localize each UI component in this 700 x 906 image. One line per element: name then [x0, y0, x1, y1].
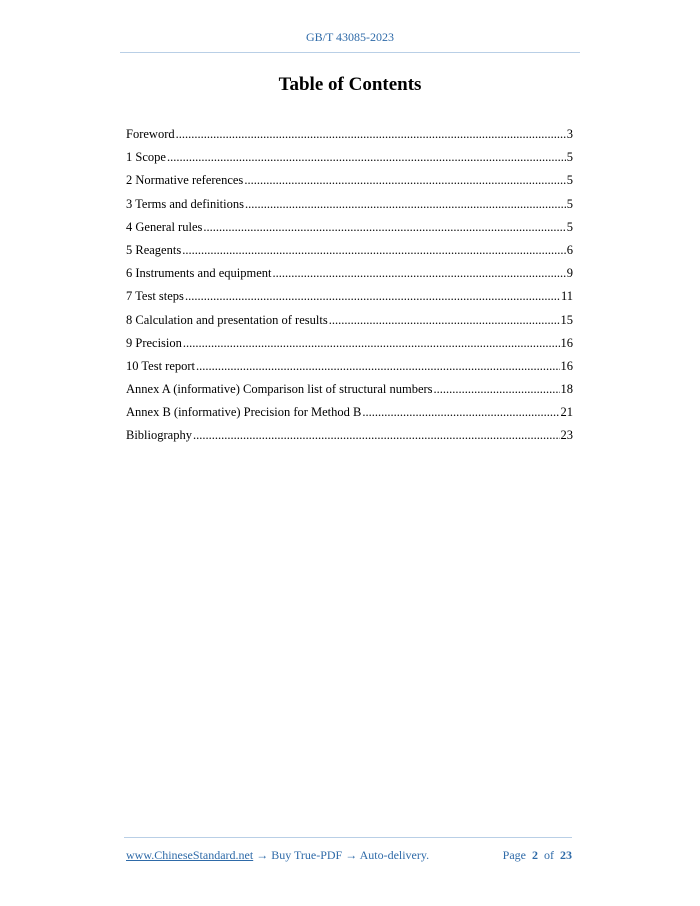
site-link[interactable]: www.ChineseStandard.net: [126, 848, 254, 862]
toc-entry-page: 5: [566, 219, 573, 234]
toc-entry[interactable]: [126, 312, 573, 335]
toc-entry[interactable]: [126, 335, 573, 358]
toc-entry-label: 8 Calculation and presentation of results: [126, 312, 328, 327]
header-divider: [120, 52, 580, 53]
toc-entry[interactable]: [126, 172, 573, 195]
toc-entry[interactable]: [126, 404, 573, 427]
toc-entry-label: Bibliography: [126, 428, 192, 443]
footer-tagline: → Buy True-PDF → Auto-delivery.: [253, 848, 430, 862]
toc-entry[interactable]: [126, 196, 573, 219]
toc-entry-page: 3: [566, 127, 573, 141]
running-header: GB/T 43085-2023: [305, 30, 395, 44]
toc-entry[interactable]: [126, 427, 573, 450]
toc-entry-label: 7 Test steps: [126, 289, 184, 304]
of-word: of: [544, 848, 554, 862]
toc-entry[interactable]: [126, 219, 573, 242]
toc-entry-label: 2 Normative references: [126, 173, 244, 188]
toc-entry-label: 5 Reagents: [126, 242, 182, 257]
current-page-number: 2: [532, 848, 538, 862]
toc-entry[interactable]: [126, 126, 573, 149]
toc-entry[interactable]: [126, 265, 573, 288]
toc-entry-label: Annex B (informative) Precision for Method B: [126, 405, 362, 420]
dot-leader: [329, 312, 560, 328]
dot-leader: [362, 404, 559, 420]
toc-entry-page: 9: [566, 266, 573, 281]
total-pages-number: 23: [560, 848, 572, 862]
dot-leader: [182, 242, 566, 258]
toc-entry-page: 16: [560, 335, 573, 350]
toc-entry-page: 23: [560, 428, 573, 443]
page-word: Page: [502, 848, 526, 862]
toc-entry-page: 5: [566, 196, 573, 211]
dot-leader: [244, 172, 565, 188]
dot-leader: [434, 381, 560, 397]
toc-entry[interactable]: [126, 288, 573, 311]
toc-entry-label: 9 Precision: [126, 335, 182, 350]
toc-entry-page: 18: [560, 382, 573, 397]
toc-entry[interactable]: [126, 381, 573, 404]
toc-entry-page: 15: [560, 312, 573, 327]
toc-entry-label: 6 Instruments and equipment: [126, 266, 272, 281]
dot-leader: [185, 288, 560, 304]
toc-entry-page: 5: [566, 173, 573, 188]
page-title: Table of Contents: [278, 74, 422, 95]
page-indicator: [503, 848, 572, 863]
dot-leader: [183, 335, 560, 351]
toc-entry-page: 6: [566, 242, 573, 257]
dot-leader: [203, 219, 565, 235]
toc-entry-page: 21: [560, 405, 573, 420]
toc-entry-label: Annex A (informative) Comparison list of structural numbers: [126, 382, 433, 397]
toc-entry[interactable]: [126, 358, 573, 381]
toc-entry-label: 10 Test report: [126, 358, 196, 373]
dot-leader: [272, 265, 565, 281]
toc-entry-page: 5: [566, 150, 573, 165]
toc-entry-page: 16: [560, 358, 573, 373]
toc-entry-label: 3 Terms and definitions: [126, 196, 244, 211]
toc-entry-label: 1 Scope: [126, 150, 166, 165]
dot-leader: [193, 427, 560, 443]
footer-divider: [124, 837, 572, 838]
toc-entry-label: Foreword: [126, 127, 175, 141]
footer-promo: [126, 848, 429, 863]
dot-leader: [196, 358, 559, 374]
dot-leader: [245, 196, 566, 212]
toc-entry[interactable]: [126, 242, 573, 265]
toc-entry-label: 4 General rules: [126, 219, 203, 234]
table-of-contents: [126, 126, 573, 451]
dot-leader: [167, 149, 566, 165]
toc-entry-page: 11: [560, 289, 573, 304]
toc-entry[interactable]: [126, 149, 573, 172]
dot-leader: [176, 126, 566, 142]
